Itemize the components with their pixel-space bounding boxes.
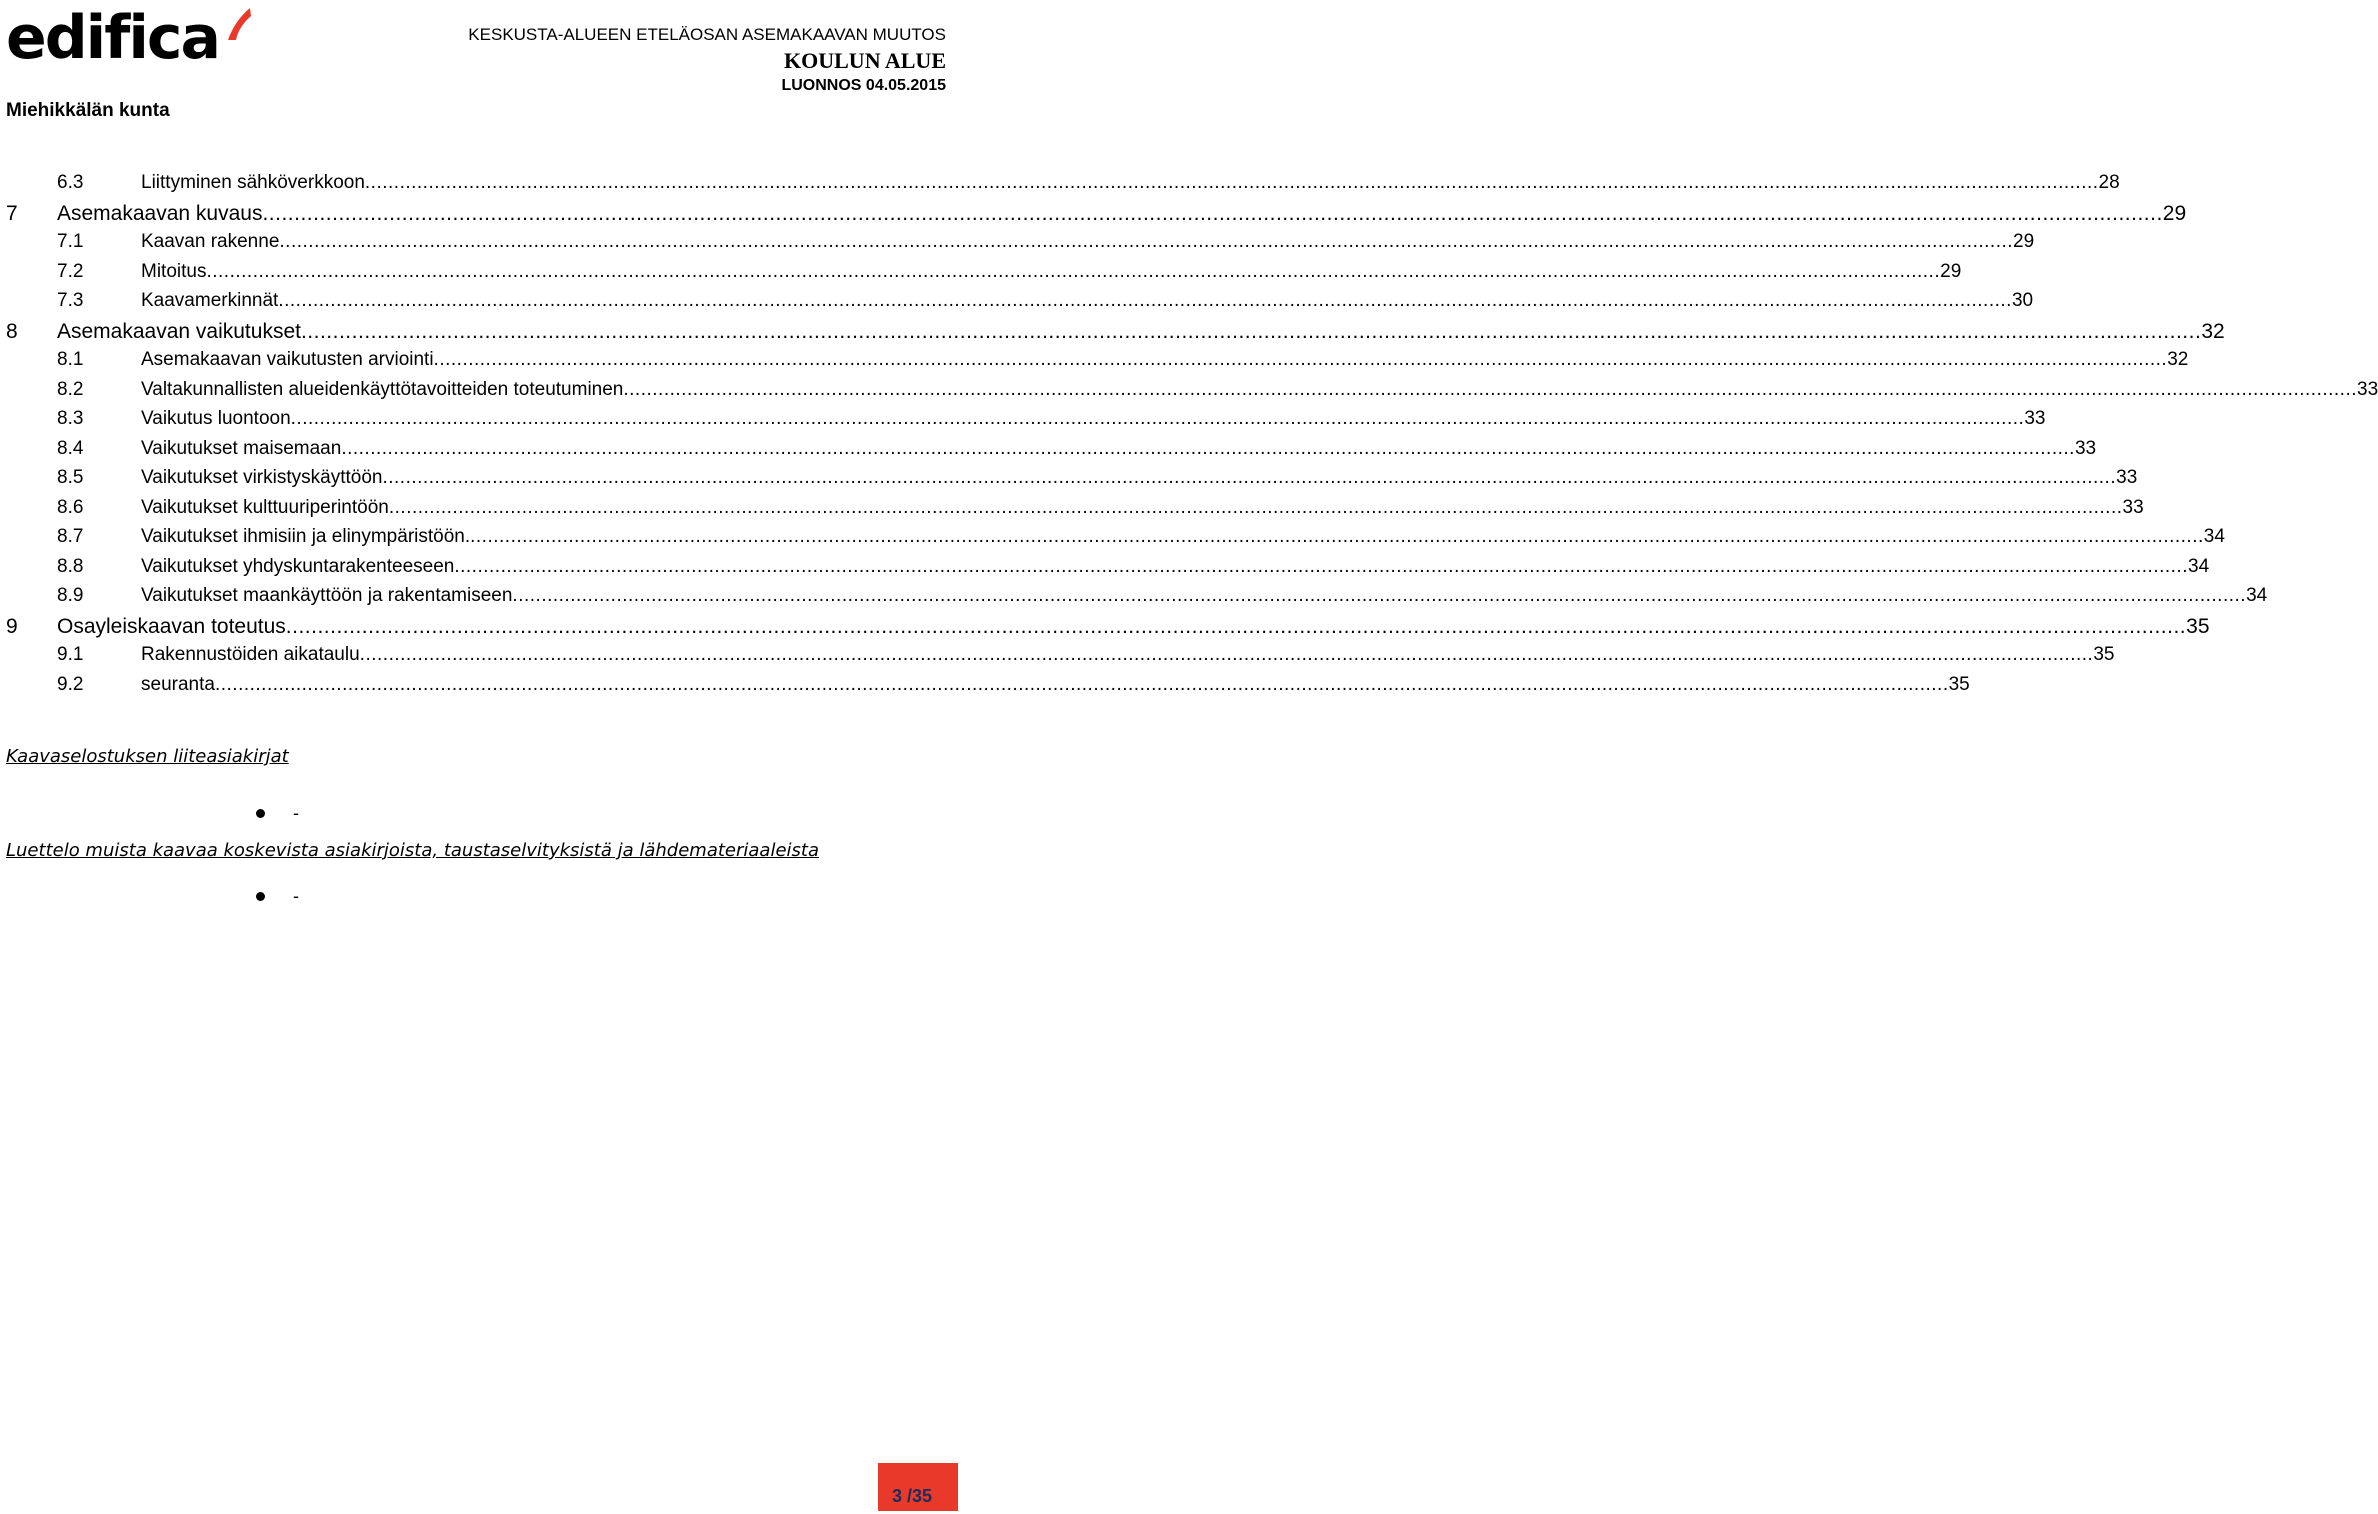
toc-entry[interactable]	[0, 673, 1970, 702]
toc-entry-page: 33	[2357, 378, 2378, 400]
toc-entry-title: Vaikutukset kulttuuriperintöön	[141, 496, 389, 518]
toc-entry[interactable]	[0, 585, 2268, 613]
toc-leader-dots: ............................................................................................................................................................................................................................................................................................................	[300, 319, 2202, 343]
toc-entry-number: 9	[6, 614, 18, 638]
toc-entry-number: 7.1	[57, 231, 84, 252]
toc-entry-page: 35	[2186, 614, 2210, 638]
toc-leader-dots: ............................................................................................................................................................................................................................................................................................................	[364, 172, 2099, 193]
toc-leader-dots: ............................................................................................................................................................................................................................................................................................................	[512, 585, 2247, 606]
toc-entry-number: 8.5	[57, 467, 84, 488]
toc-entry-page: 33	[2024, 408, 2046, 429]
draft-date: LUONNOS 04.05.2015	[781, 77, 946, 94]
toc-entry-number: 9.1	[57, 644, 84, 665]
page-number-box	[878, 1463, 958, 1511]
toc-entry-page: 29	[2013, 231, 2035, 252]
attachments-heading: Kaavaselostuksen liiteasiakirjat	[6, 746, 289, 767]
toc-entry-page: 33	[2116, 467, 2138, 488]
toc-entry-number: 8.4	[57, 437, 84, 459]
toc-entry-page: 34	[2188, 555, 2210, 577]
toc-entry[interactable]	[0, 260, 1962, 289]
toc-entry-number: 8.6	[57, 496, 84, 518]
toc-leader-dots: ............................................................................................................................................................................................................................................................................................................	[279, 231, 2014, 252]
toc-entry-number: 8	[6, 319, 18, 343]
logo-accent-icon	[224, 6, 252, 42]
toc-entry-title: Kaavan rakenne	[141, 231, 280, 252]
toc-entry-title: Osayleiskaavan toteutus	[57, 614, 286, 638]
toc-entry-title: Vaikutukset ihmisiin ja elinympäristöön.	[141, 526, 471, 547]
toc-entry-number: 7	[6, 201, 18, 225]
toc-entry-page: 33	[2122, 496, 2144, 518]
toc-leader-dots: ............................................................................................................................................................................................................................................................................................................	[278, 290, 2012, 311]
toc-entry-title: Vaikutus luontoon	[141, 408, 291, 429]
toc-entry[interactable]	[0, 408, 2046, 436]
toc-entry[interactable]	[0, 467, 2138, 495]
toc-leader-dots: ............................................................................................................................................................................................................................................................................................................	[214, 673, 1949, 695]
toc-entry-title: Kaavamerkinnät	[141, 290, 279, 311]
bullet-text: -	[293, 886, 299, 906]
toc-entry-title: Mitoitus	[141, 260, 207, 282]
toc-leader-dots: ............................................................................................................................................................................................................................................................................................................	[433, 349, 2168, 370]
bullet-text: -	[293, 803, 299, 823]
toc-entry-title: Rakennustöiden aikataulu	[141, 644, 360, 665]
logo-text: edifica	[6, 3, 219, 73]
toc-entry-page: 29	[1940, 260, 1962, 282]
toc-entry-title: Vaikutukset maankäyttöön ja rakentamiseen	[141, 585, 513, 606]
toc-entry-title: Asemakaavan vaikutukset	[57, 319, 301, 343]
toc-entry-page: 34	[2246, 585, 2268, 606]
municipality-name: Miehikkälän kunta	[6, 100, 170, 121]
toc-entry-page: 29	[2162, 201, 2187, 225]
toc-entry[interactable]	[0, 378, 2378, 407]
toc-entry-page: 35	[1948, 673, 1970, 695]
toc-entry[interactable]	[0, 349, 2189, 377]
toc-leader-dots: ............................................................................................................................................................................................................................................................................................................	[262, 201, 2163, 225]
toc-leader-dots: ............................................................................................................................................................................................................................................................................................................	[359, 644, 2094, 665]
toc-entry-page: 35	[2093, 644, 2115, 665]
toc-entry-title: Liittyminen sähköverkkoon	[141, 172, 365, 193]
bullet-icon	[256, 809, 265, 818]
toc-entry[interactable]	[0, 290, 2034, 318]
toc-entry-number: 7.3	[57, 290, 84, 311]
toc-entry-page: 28	[2098, 172, 2120, 193]
toc-entry-number: 9.2	[57, 673, 84, 695]
page-number: 3 /35	[891, 1486, 932, 1506]
toc-entry-number: 8.7	[57, 526, 84, 547]
toc-entry-number: 7.2	[57, 260, 84, 282]
toc-leader-dots: ............................................................................................................................................................................................................................................................................................................	[206, 260, 1941, 282]
toc-entry-title: Asemakaavan vaikutusten arviointi	[141, 349, 434, 370]
toc-entry-page: 30	[2011, 290, 2034, 311]
toc-entry-page: 33	[2074, 437, 2097, 459]
toc-entry-page: 34	[2203, 526, 2225, 547]
bullet-icon	[256, 892, 265, 901]
attachments-bullet	[256, 803, 299, 824]
toc-entry[interactable]	[0, 172, 2120, 200]
toc-entry[interactable]	[0, 644, 2115, 672]
toc-entry-title: Valtakunnallisten alueidenkäyttötavoitteiden toteutuminen	[141, 378, 624, 400]
toc-entry[interactable]	[0, 614, 2210, 643]
toc-entry-number: 6.3	[57, 172, 84, 193]
toc-leader-dots: ............................................................................................................................................................................................................................................................................................................	[623, 378, 2358, 400]
toc-entry-page: 32	[2201, 319, 2225, 343]
toc-entry-title: Vaikutukset maisemaan	[141, 437, 342, 459]
toc-entry-number: 8.2	[57, 378, 84, 400]
toc-leader-dots: ............................................................................................................................................................................................................................................................................................................	[285, 614, 2187, 638]
toc-entry-page: 32	[2167, 349, 2189, 370]
toc-entry-number: 8.3	[57, 408, 84, 429]
toc-entry-title: seuranta	[141, 673, 215, 695]
toc-leader-dots: ............................................................................................................................................................................................................................................................................................................	[290, 408, 2025, 429]
toc-entry-title: Asemakaavan kuvaus	[57, 201, 263, 225]
toc-entry[interactable]	[0, 555, 2210, 584]
toc-leader-dots: ............................................................................................................................................................................................................................................................................................................	[470, 526, 2204, 547]
edifica-logo	[6, 2, 256, 74]
toc-entry[interactable]	[0, 437, 2097, 466]
toc-entry-title: Vaikutukset yhdyskuntarakenteeseen	[141, 555, 455, 577]
toc-leader-dots: ............................................................................................................................................................................................................................................................................................................	[382, 467, 2117, 488]
plan-title: KESKUSTA-ALUEEN ETELÄOSAN ASEMAKAAVAN MUUTOS	[468, 25, 946, 44]
toc-leader-dots: ............................................................................................................................................................................................................................................................................................................	[388, 496, 2123, 518]
toc-entry[interactable]	[0, 231, 2035, 259]
toc-entry[interactable]	[0, 526, 2225, 554]
toc-entry-number: 8.8	[57, 555, 84, 577]
toc-entry[interactable]	[0, 496, 2144, 525]
toc-entry-number: 8.1	[57, 349, 84, 370]
toc-entry[interactable]	[0, 201, 2187, 230]
toc-entry-number: 8.9	[57, 585, 84, 606]
plan-subtitle: KOULUN ALUE	[784, 48, 946, 73]
toc-entry[interactable]	[0, 319, 2225, 348]
other-documents-bullet	[256, 886, 299, 907]
toc-leader-dots: ............................................................................................................................................................................................................................................................................................................	[341, 437, 2075, 459]
other-documents-heading: Luettelo muista kaavaa koskevista asiakirjoista, taustaselvityksistä ja lähdemateriaaleista	[6, 840, 819, 861]
toc-entry-title: Vaikutukset virkistyskäyttöön	[141, 467, 383, 488]
toc-leader-dots: ............................................................................................................................................................................................................................................................................................................	[454, 555, 2188, 577]
